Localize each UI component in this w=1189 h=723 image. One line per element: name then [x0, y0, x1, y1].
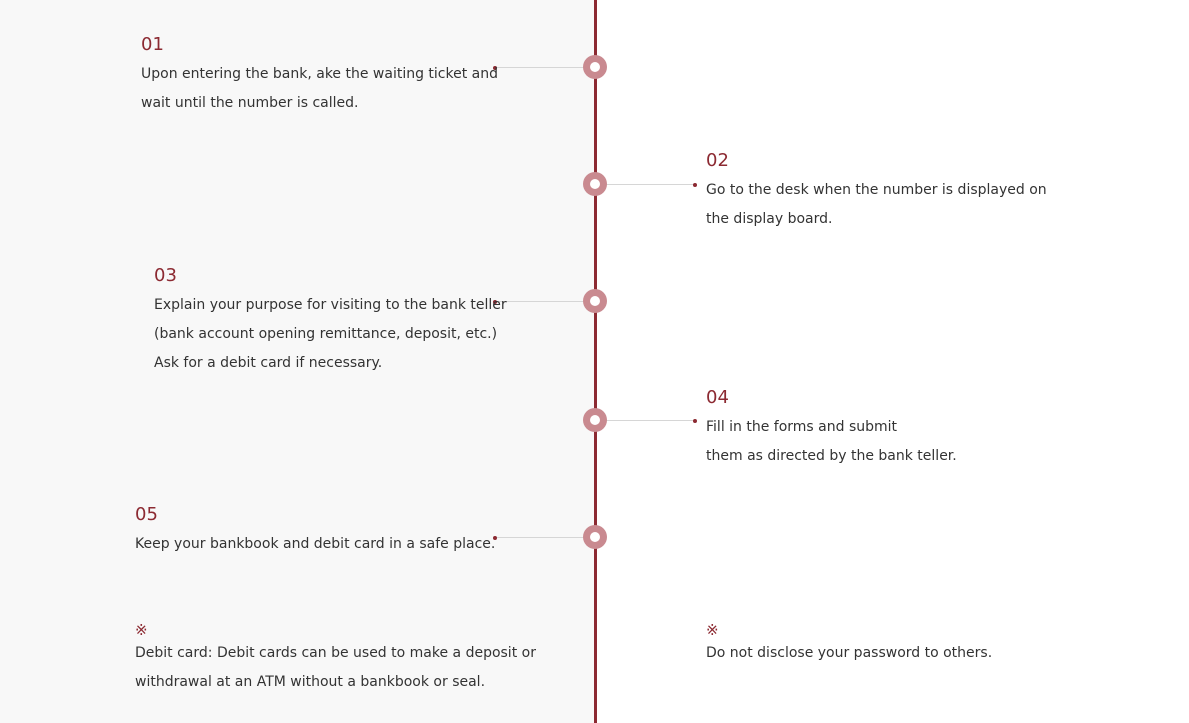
step-03-connector [495, 301, 595, 302]
step-text-line: Explain your purpose for visiting to the bank teller [154, 297, 507, 313]
note-text-line: Do not disclose your password to others. [706, 645, 993, 661]
step-description [706, 176, 1047, 234]
step-02 [706, 150, 1047, 234]
step-05-connector [495, 537, 595, 538]
step-text-line: (bank account opening remittance, deposit, etc.) [154, 326, 498, 342]
step-description [141, 60, 498, 118]
step-02-connector [595, 184, 695, 185]
note-debit-card [135, 621, 536, 697]
step-text-line: Go to the desk when the number is displayed on [706, 182, 1047, 198]
step-text-line: Fill in the forms and submit [706, 419, 898, 435]
reference-mark-icon: ※ [706, 621, 719, 639]
step-text-line: the display board. [706, 211, 833, 227]
note-text-line: withdrawal at an ATM without a bankbook or seal. [135, 674, 486, 690]
step-01 [141, 34, 498, 118]
step-number: 04 [706, 387, 729, 408]
step-description [706, 413, 957, 471]
step-number: 02 [706, 150, 729, 171]
step-04-dot [693, 419, 697, 423]
step-01-node [583, 55, 607, 79]
note-text [706, 639, 992, 668]
step-text-line: them as directed by the bank teller. [706, 448, 957, 464]
note-password [706, 621, 992, 668]
step-03 [154, 265, 507, 378]
step-number: 03 [154, 265, 177, 286]
step-02-dot [693, 183, 697, 187]
step-04-node [583, 408, 607, 432]
step-05 [135, 504, 495, 559]
step-text-line: Upon entering the bank, ake the waiting ticket and [141, 66, 498, 82]
step-text-line: wait until the number is called. [141, 95, 359, 111]
step-02-node [583, 172, 607, 196]
reference-mark-icon: ※ [135, 621, 148, 639]
note-text-line: Debit card: Debit cards can be used to make a deposit or [135, 645, 536, 661]
step-04-connector [595, 420, 695, 421]
timeline-line [594, 0, 597, 723]
step-text-line: Ask for a debit card if necessary. [154, 355, 383, 371]
step-01-connector [495, 67, 595, 68]
note-text [135, 639, 536, 697]
step-description [135, 530, 495, 559]
step-text-line: Keep your bankbook and debit card in a safe place. [135, 536, 496, 552]
step-number: 01 [141, 34, 164, 55]
step-description [154, 291, 507, 378]
step-05-node [583, 525, 607, 549]
step-04 [706, 387, 957, 471]
step-03-node [583, 289, 607, 313]
step-number: 05 [135, 504, 158, 525]
